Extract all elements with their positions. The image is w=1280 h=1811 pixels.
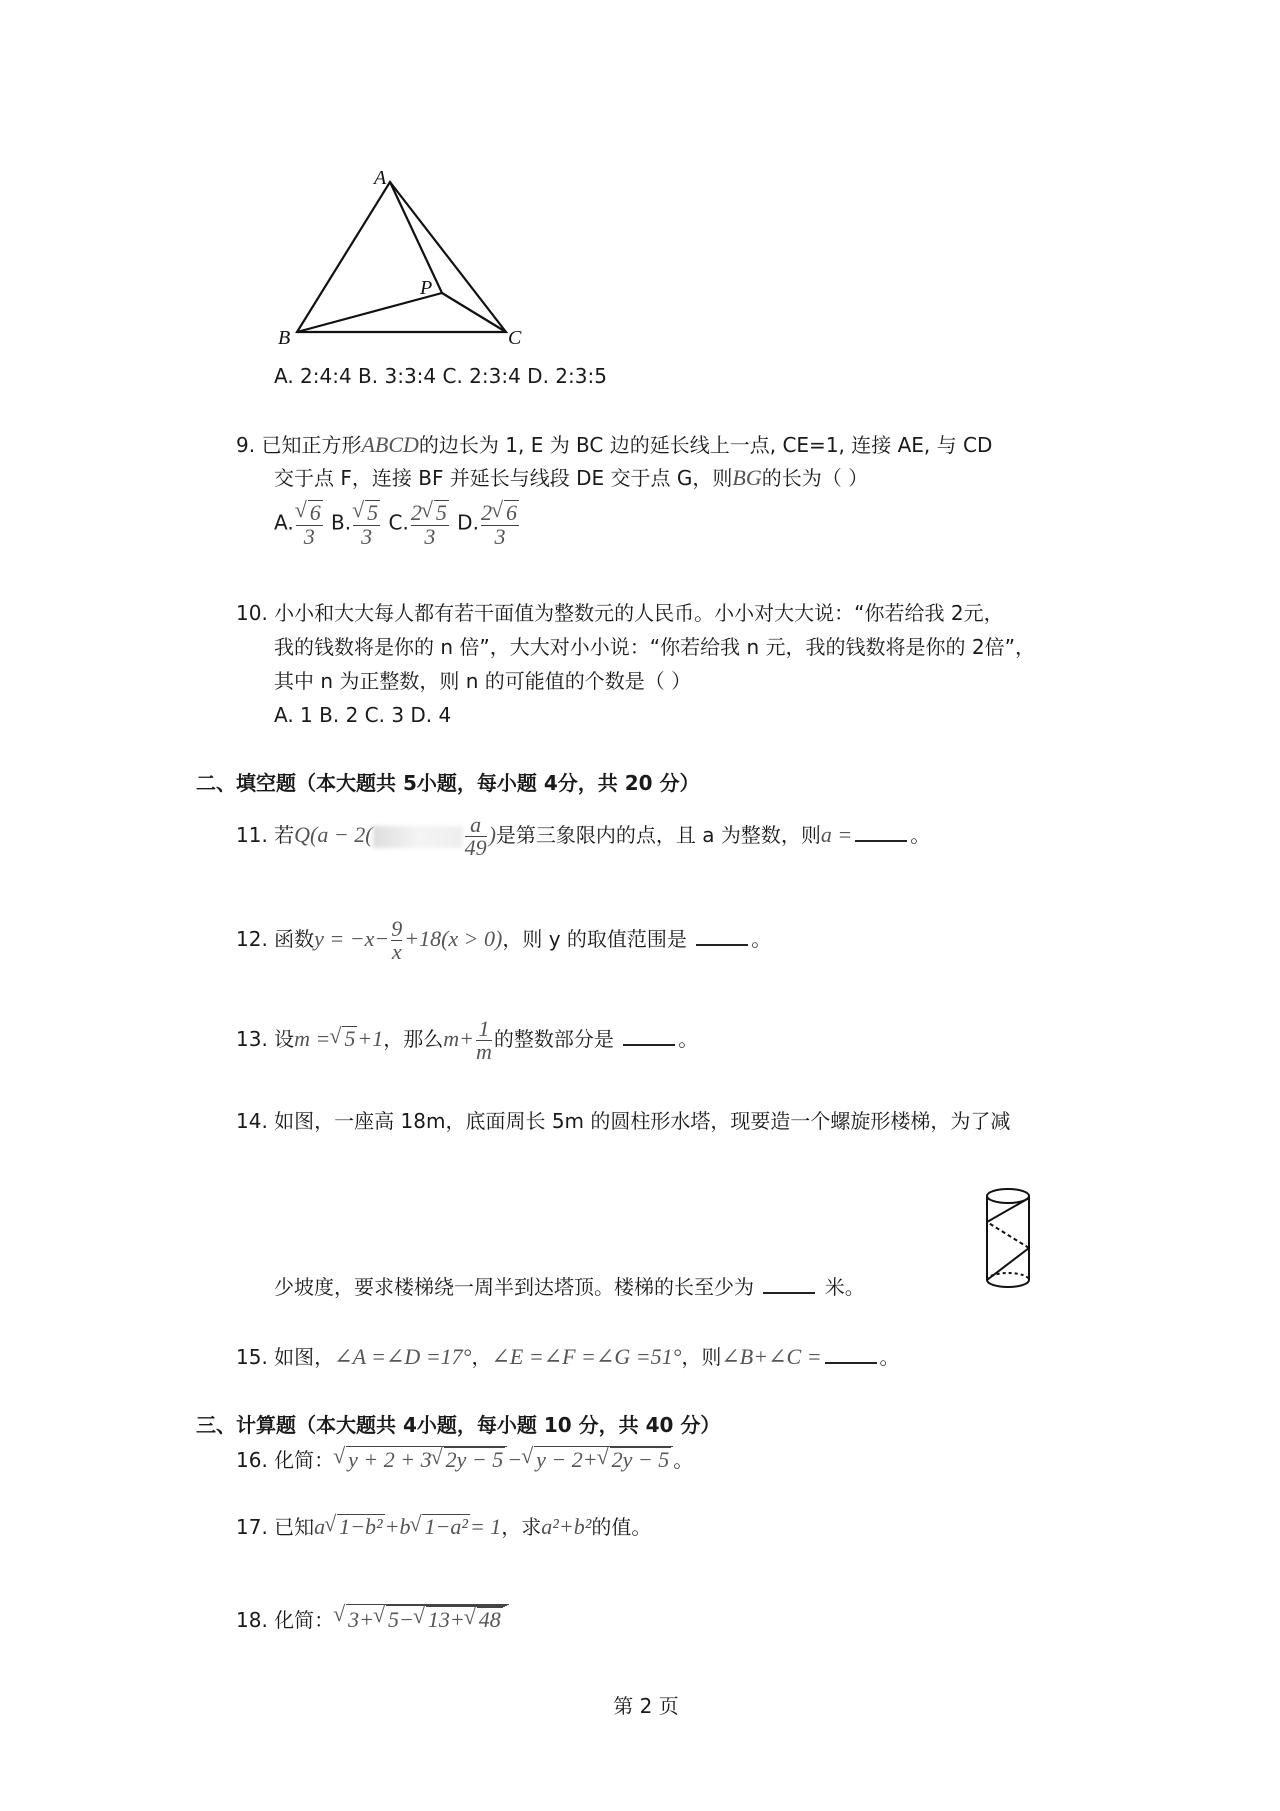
section-3-heading: 三、计算题（本大题共 4小题，每小题 10 分，共 40 分）: [196, 1413, 721, 1437]
q10-options: A. 1 B. 2 C. 3 D. 4: [274, 703, 452, 727]
q11: 11. 若Q(a − 2( $\frac{a}{49}$ )是第三象限内的点，且 a 为整数，则a = 。: [236, 812, 931, 860]
label-c: C: [508, 327, 522, 349]
cylinder-figure: [978, 1186, 1038, 1294]
label-b: B: [278, 327, 291, 349]
q18: 18. 化简：√ 3+√ 5−√ 13+√ 48: [236, 1604, 509, 1634]
label-a: A: [374, 167, 387, 189]
q10-line1: 10. 小小和大大每人都有若干面值为整数元的人民币。小小对大大说：“你若给我 2元，: [236, 601, 1004, 625]
q9-line2: 交于点 F，连接 BF 并延长与线段 DE 交于点 G，则BG的长为（ ）: [274, 465, 869, 490]
q10-line3: 其中 n 为正整数，则 n 的可能值的个数是（ ）: [274, 669, 692, 693]
q8-options: A. 2:4:4 B. 3:3:4 C. 2:3:4 D. 2:3:5: [274, 364, 607, 388]
section-2-heading: 二、填空题（本大题共 5小题，每小题 4分，共 20 分）: [196, 771, 700, 795]
q10-line2: 我的钱数将是你的 n 倍”，大大对小小说：“你若给我 n 元，我的钱数将是你的 2倍”，: [274, 635, 1035, 659]
q12: 12. 函数y = −x− $\frac{9}{x}$ +18(x > 0)，则 y 的取值范围是 。: [236, 916, 772, 964]
q16: 16. 化简：√ y + 2 + 3√ 2y − 5 −√ y − 2+√ 2y − 5 。: [236, 1446, 693, 1474]
q14-line1: 14. 如图，一座高 18m，底面周长 5m 的圆柱形水塔，现要造一个螺旋形楼梯，为了减: [236, 1109, 1011, 1133]
q17: 17. 已知a√ 1−b²+b√ 1−a²= 1，求a²+b²的值。: [236, 1513, 651, 1541]
page-number: 第 2 页: [613, 1694, 679, 1718]
triangle-figure: [270, 160, 540, 360]
q9-line1: 9. 已知正方形ABCD的边长为 1, E 为 BC 边的延长线上一点, CE=1, 连接 AE, 与 CD: [236, 432, 993, 457]
blurred-region: [373, 826, 463, 848]
q9-options: A. √ $\frac{6}{3}$ B. √ $\frac{5}{3}$ C. $\frac{2√ 5}{3}$ D. $\frac{2√ 6}{3}$: [274, 500, 521, 548]
q15: 15. 如图，∠A =∠D =17°，∠E =∠F =∠G =51°，则∠B+∠C = 。: [236, 1344, 900, 1369]
label-p: P: [420, 277, 433, 299]
q13: 13. 设m =√ 5+1，那么m+ $\frac{1}{m}$ 的整数部分是 。: [236, 1018, 698, 1063]
q14-line2: 少坡度，要求楼梯绕一周半到达塔顶。楼梯的长至少为 米。: [274, 1275, 865, 1299]
